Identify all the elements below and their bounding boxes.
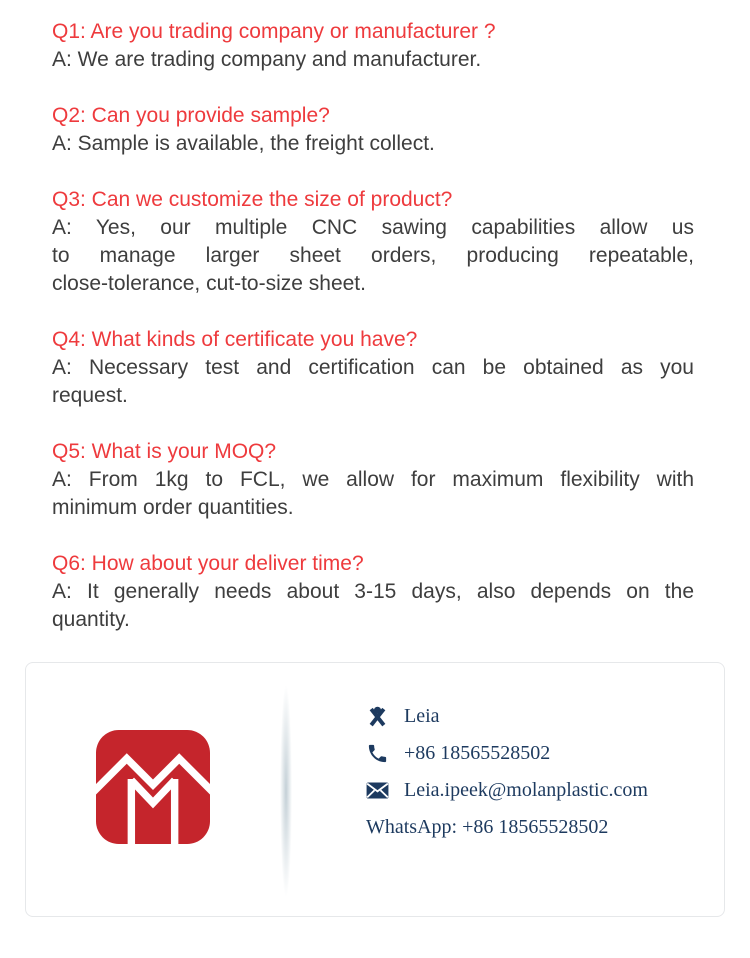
contact-row — [366, 816, 648, 839]
contact-text: Leia.ipeek@molanplastic.com — [404, 779, 648, 801]
faq-answer-line: A: Necessary test and certification can be obtained as you — [52, 356, 694, 379]
company-logo — [96, 730, 210, 844]
faq-question: Q6: How about your deliver time? — [52, 552, 364, 575]
faq-answer-line: A: We are trading company and manufacturer. — [52, 48, 482, 71]
faq-answer-line: A: Yes, our multiple CNC sawing capabilities allow us — [52, 216, 694, 239]
contact-text: +86 18565528502 — [404, 742, 551, 764]
vertical-divider — [280, 685, 292, 897]
contact-row — [366, 779, 648, 802]
faq-answer-line: A: It generally needs about 3-15 days, also depends on the — [52, 580, 694, 603]
faq-answer-line: A: Sample is available, the freight collect. — [52, 132, 435, 155]
qa-block-6 — [52, 550, 694, 634]
faq-answer-line: A: From 1kg to FCL, we allow for maximum flexibility with — [52, 468, 694, 491]
faq-answer-line: to manage larger sheet orders, producing repeatable, — [52, 244, 694, 267]
qa-block-1 — [52, 18, 694, 74]
faq-question: Q2: Can you provide sample? — [52, 104, 330, 127]
contact-text: WhatsApp: +86 18565528502 — [366, 816, 609, 838]
contact-text: Leia — [404, 705, 440, 727]
molan-logo-icon — [96, 730, 210, 844]
email-icon — [366, 779, 389, 802]
faq-question: Q5: What is your MOQ? — [52, 440, 277, 463]
person-icon — [366, 705, 389, 728]
contact-row — [366, 705, 648, 728]
faq-question: Q1: Are you trading company or manufacturer ? — [52, 20, 496, 43]
faq-answer-line: request. — [52, 384, 128, 407]
qa-block-4 — [52, 326, 694, 410]
contact-info — [366, 705, 648, 839]
faq-answer-line: minimum order quantities. — [52, 496, 294, 519]
qa-block-2 — [52, 102, 694, 158]
faq-answer-line: quantity. — [52, 608, 130, 631]
qa-block-3 — [52, 186, 694, 298]
faq-question: Q3: Can we customize the size of product? — [52, 188, 453, 211]
faq-answer-line: close-tolerance, cut-to-size sheet. — [52, 272, 366, 295]
faq-question: Q4: What kinds of certificate you have? — [52, 328, 418, 351]
contact-row — [366, 742, 648, 765]
qa-block-5 — [52, 438, 694, 522]
contact-card — [25, 662, 725, 917]
phone-icon — [366, 742, 389, 765]
